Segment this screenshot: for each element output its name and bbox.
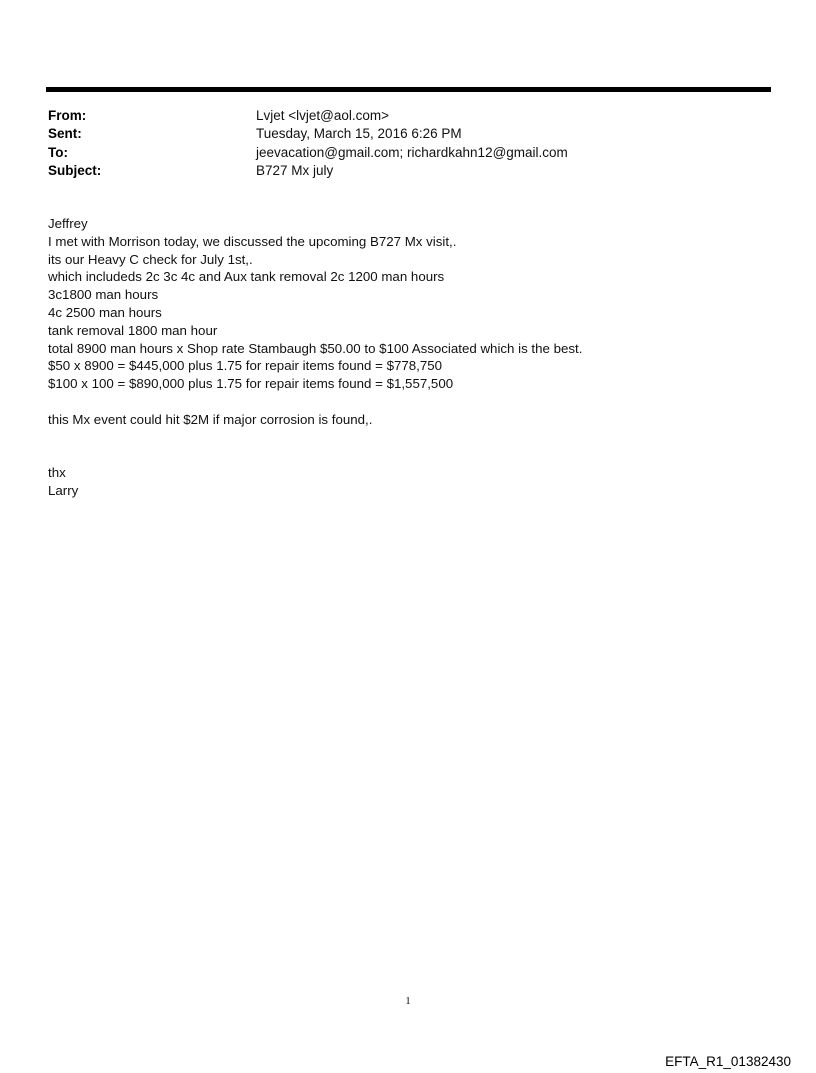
from-value: Lvjet <lvjet@aol.com> bbox=[256, 108, 390, 123]
header-row-sent bbox=[48, 125, 768, 143]
header-row-to bbox=[48, 144, 768, 162]
body-line: its our Heavy C check for July 1st,. bbox=[48, 251, 253, 267]
document-id: EFTA_R1_01382430 bbox=[665, 1054, 791, 1069]
body-line-blank bbox=[48, 446, 768, 464]
body-line-signoff: thx bbox=[48, 465, 66, 481]
from-label: From: bbox=[48, 108, 87, 123]
header-row-subject bbox=[48, 162, 768, 180]
body-line: which includeds 2c 3c 4c and Aux tank removal 2c 1200 man hours bbox=[48, 269, 445, 285]
body-line: tank removal 1800 man hour bbox=[48, 322, 218, 338]
header-divider-rule bbox=[46, 87, 771, 92]
subject-value: B727 Mx july bbox=[256, 163, 334, 179]
to-label: To: bbox=[48, 144, 68, 160]
body-line: this Mx event could hit $2M if major corrosion is found,. bbox=[48, 411, 373, 427]
body-line-signature: Larry bbox=[48, 482, 79, 498]
subject-label: Subject: bbox=[48, 163, 102, 179]
body-line: $100 x 100 = $890,000 plus 1.75 for repair items found = $1,557,500 bbox=[48, 376, 454, 392]
page-number: 1 bbox=[405, 995, 411, 1007]
header-row-from bbox=[48, 107, 768, 125]
sent-label: Sent: bbox=[48, 126, 82, 142]
body-line-greeting: Jeffrey bbox=[48, 216, 88, 231]
body-line: I met with Morrison today, we discussed the upcoming B727 Mx visit,. bbox=[48, 233, 457, 249]
body-line-blank bbox=[48, 393, 768, 411]
sent-value: Tuesday, March 15, 2016 6:26 PM bbox=[256, 126, 462, 142]
email-body bbox=[48, 215, 768, 500]
email-header bbox=[48, 107, 768, 181]
body-line: 4c 2500 man hours bbox=[48, 304, 162, 320]
body-line: 3c1800 man hours bbox=[48, 287, 159, 303]
body-line: $50 x 8900 = $445,000 plus 1.75 for repair items found = $778,750 bbox=[48, 358, 443, 374]
to-value: jeevacation@gmail.com; richardkahn12@gmail.com bbox=[256, 144, 568, 160]
body-line: total 8900 man hours x Shop rate Stambaugh $50.00 to $100 Associated which is the best. bbox=[48, 340, 583, 356]
body-line-blank bbox=[48, 429, 768, 447]
